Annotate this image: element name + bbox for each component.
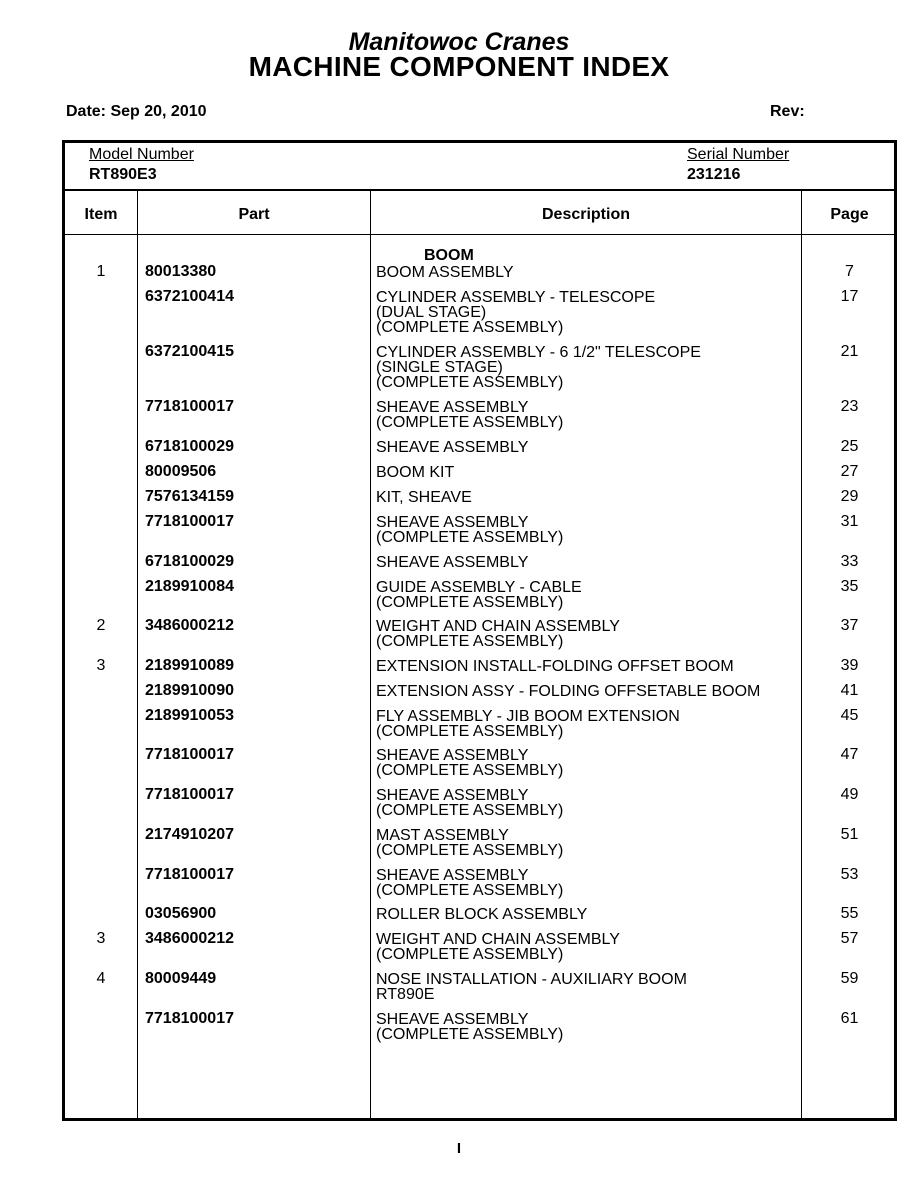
row-part-number: 7718100017 (145, 398, 234, 415)
revision-line: Rev: (770, 103, 805, 120)
row-description-detail: (DUAL STAGE) (376, 304, 487, 321)
date-line: Date: Sep 20, 2010 (66, 103, 207, 120)
serial-number-value: 231216 (687, 166, 741, 183)
row-description-detail: (COMPLETE ASSEMBLY) (376, 1026, 564, 1043)
row-description-detail: (COMPLETE ASSEMBLY) (376, 946, 564, 963)
row-page-number: 39 (840, 657, 859, 674)
row-part-number: 2189910053 (145, 707, 234, 724)
row-part-number: 7718100017 (145, 866, 234, 883)
row-part-number: 6372100414 (145, 288, 234, 305)
row-part-number: 3486000212 (145, 930, 234, 947)
row-page-number: 27 (840, 463, 859, 480)
row-description-detail: (COMPLETE ASSEMBLY) (376, 762, 564, 779)
row-page-number: 47 (840, 746, 859, 763)
row-description: SHEAVE ASSEMBLY (376, 747, 529, 764)
row-page-number: 29 (840, 488, 859, 505)
row-part-number: 7718100017 (145, 746, 234, 763)
row-page-number: 59 (840, 970, 859, 987)
model-number-label: Model Number (89, 146, 194, 163)
row-description-detail: (COMPLETE ASSEMBLY) (376, 319, 564, 336)
document-title: MACHINE COMPONENT INDEX (248, 51, 670, 82)
row-page-number: 45 (840, 707, 859, 724)
row-description: SHEAVE ASSEMBLY (376, 439, 529, 456)
row-description: SHEAVE ASSEMBLY (376, 514, 529, 531)
row-part-number: 7576134159 (145, 488, 234, 505)
row-description-detail: (COMPLETE ASSEMBLY) (376, 723, 564, 740)
row-description: BOOM ASSEMBLY (376, 264, 514, 281)
row-item-number: 3 (96, 657, 106, 674)
column-header-part: Part (238, 206, 270, 223)
section-heading: BOOM (424, 247, 474, 264)
row-page-number: 41 (840, 682, 859, 699)
row-description-detail: (COMPLETE ASSEMBLY) (376, 529, 564, 546)
row-page-number: 31 (840, 513, 859, 530)
model-number-value: RT890E3 (89, 166, 157, 183)
row-description: EXTENSION INSTALL-FOLDING OFFSET BOOM (376, 658, 734, 675)
column-divider-part (370, 190, 371, 1118)
row-description: SHEAVE ASSEMBLY (376, 867, 529, 884)
column-header-page: Page (830, 206, 869, 223)
row-part-number: 2189910084 (145, 578, 234, 595)
row-description-detail: (COMPLETE ASSEMBLY) (376, 594, 564, 611)
column-header-item: Item (84, 206, 118, 223)
row-page-number: 61 (840, 1010, 859, 1027)
row-item-number: 2 (96, 617, 106, 634)
row-page-number: 25 (840, 438, 859, 455)
row-page-number: 23 (840, 398, 859, 415)
row-item-number: 3 (96, 930, 106, 947)
row-description: SHEAVE ASSEMBLY (376, 787, 529, 804)
row-page-number: 17 (840, 288, 859, 305)
row-description: EXTENSION ASSY - FOLDING OFFSETABLE BOOM (376, 683, 761, 700)
row-item-number: 1 (96, 263, 106, 280)
row-part-number: 80009449 (145, 970, 217, 987)
row-description: CYLINDER ASSEMBLY - TELESCOPE (376, 289, 656, 306)
row-description: NOSE INSTALLATION - AUXILIARY BOOM (376, 971, 687, 988)
row-description: ROLLER BLOCK ASSEMBLY (376, 906, 588, 923)
row-part-number: 6372100415 (145, 343, 234, 360)
row-description-detail: (COMPLETE ASSEMBLY) (376, 374, 564, 391)
row-part-number: 2174910207 (145, 826, 234, 843)
row-description: GUIDE ASSEMBLY - CABLE (376, 579, 582, 596)
row-description: KIT, SHEAVE (376, 489, 472, 506)
row-description-detail: RT890E (376, 986, 435, 1003)
row-part-number: 2189910090 (145, 682, 234, 699)
column-divider-item (137, 190, 138, 1118)
row-part-number: 7718100017 (145, 1010, 234, 1027)
row-item-number: 4 (96, 970, 106, 987)
row-description-detail: (COMPLETE ASSEMBLY) (376, 633, 564, 650)
page-number: I (456, 1140, 462, 1157)
row-description-detail: (COMPLETE ASSEMBLY) (376, 414, 564, 431)
row-description-detail: (COMPLETE ASSEMBLY) (376, 882, 564, 899)
header-divider (65, 189, 894, 191)
component-index-table (62, 140, 897, 1121)
row-part-number: 6718100029 (145, 438, 234, 455)
column-header-description: Description (541, 206, 630, 223)
row-part-number: 2189910089 (145, 657, 234, 674)
row-description-detail: (SINGLE STAGE) (376, 359, 503, 376)
row-description: FLY ASSEMBLY - JIB BOOM EXTENSION (376, 708, 680, 725)
row-description: CYLINDER ASSEMBLY - 6 1/2" TELESCOPE (376, 344, 701, 361)
row-page-number: 37 (840, 617, 859, 634)
row-description: MAST ASSEMBLY (376, 827, 509, 844)
row-page-number: 7 (845, 263, 854, 280)
row-description: BOOM KIT (376, 464, 455, 481)
row-part-number: 03056900 (145, 905, 217, 922)
row-page-number: 35 (840, 578, 859, 595)
row-description: WEIGHT AND CHAIN ASSEMBLY (376, 931, 620, 948)
column-header-divider (65, 234, 894, 235)
brand-name: Manitowoc Cranes (348, 28, 570, 56)
row-description-detail: (COMPLETE ASSEMBLY) (376, 802, 564, 819)
row-description: WEIGHT AND CHAIN ASSEMBLY (376, 618, 620, 635)
row-description-detail: (COMPLETE ASSEMBLY) (376, 842, 564, 859)
row-part-number: 6718100029 (145, 553, 234, 570)
row-page-number: 21 (840, 343, 859, 360)
row-part-number: 3486000212 (145, 617, 234, 634)
row-part-number: 7718100017 (145, 786, 234, 803)
row-description: SHEAVE ASSEMBLY (376, 1011, 529, 1028)
row-page-number: 49 (840, 786, 859, 803)
row-description: SHEAVE ASSEMBLY (376, 554, 529, 571)
serial-number-label: Serial Number (687, 146, 790, 163)
row-page-number: 51 (840, 826, 859, 843)
row-page-number: 57 (840, 930, 859, 947)
row-part-number: 80009506 (145, 463, 217, 480)
row-part-number: 7718100017 (145, 513, 234, 530)
row-page-number: 53 (840, 866, 859, 883)
row-part-number: 80013380 (145, 263, 217, 280)
row-description: SHEAVE ASSEMBLY (376, 399, 529, 416)
row-page-number: 55 (840, 905, 859, 922)
row-page-number: 33 (840, 553, 859, 570)
